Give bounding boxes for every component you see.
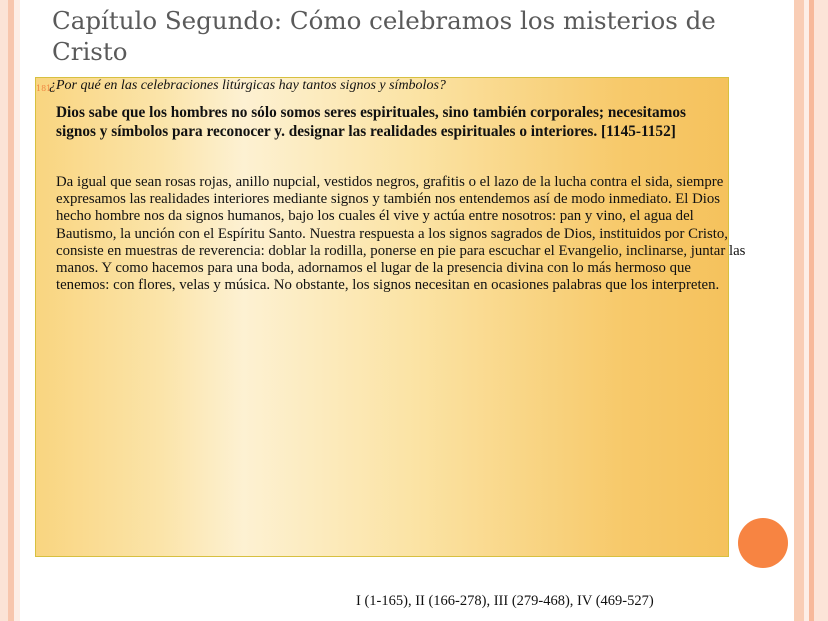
question-text: ¿Por qué en las celebraciones litúrgicas hay tantos signos y símbolos? [49,78,446,93]
answer-text: Dios sabe que los hombres no sólo somos seres espirituales, sino también corporales; necesitamos signos y símbolos para reconocer y. designar las realidades espirituales o interiores. [1145-1152] [56,104,687,140]
explanation-text: Da igual que sean rosas rojas, anillo nupcial, vestidos negros, grafitis o el lazo de la lucha contra el sida, siempre expresamos las realidades interiores mediante signos y también nos entendemos así de modo inmediato. El Dios hecho hombre nos da signos humanos, bajo los cuales él vive y actúa entre nosotros: pan y vino, el agua del Bautismo, la unción con el Espíritu Santo. Nuestra respuesta a los signos sagrados de Dios, instituidos por Cristo, consiste en muestras de reverencia: doblar la rodilla, ponerse en pie para escuchar el Evangelio, inclinarse, juntar las manos. Y como hacemos para una boda, adornamos el lugar de la presencia divina con lo más hermoso que tenemos: con flores, velas y música. No obstante, los signos necesitan en ocasiones palabras que los interpreten. [56,174,746,294]
orange-circle-decoration [738,518,788,568]
question-number: 181. [36,84,54,93]
left-decorative-stripe [0,0,20,621]
right-decorative-stripe [790,0,828,621]
content-box [35,77,729,557]
slide-title: Capítulo Segundo: Cómo celebramos los misterios de Cristo [52,6,716,66]
footer-text: I (1-165), II (166-278), III (279-468), IV (469-527) [356,593,654,609]
